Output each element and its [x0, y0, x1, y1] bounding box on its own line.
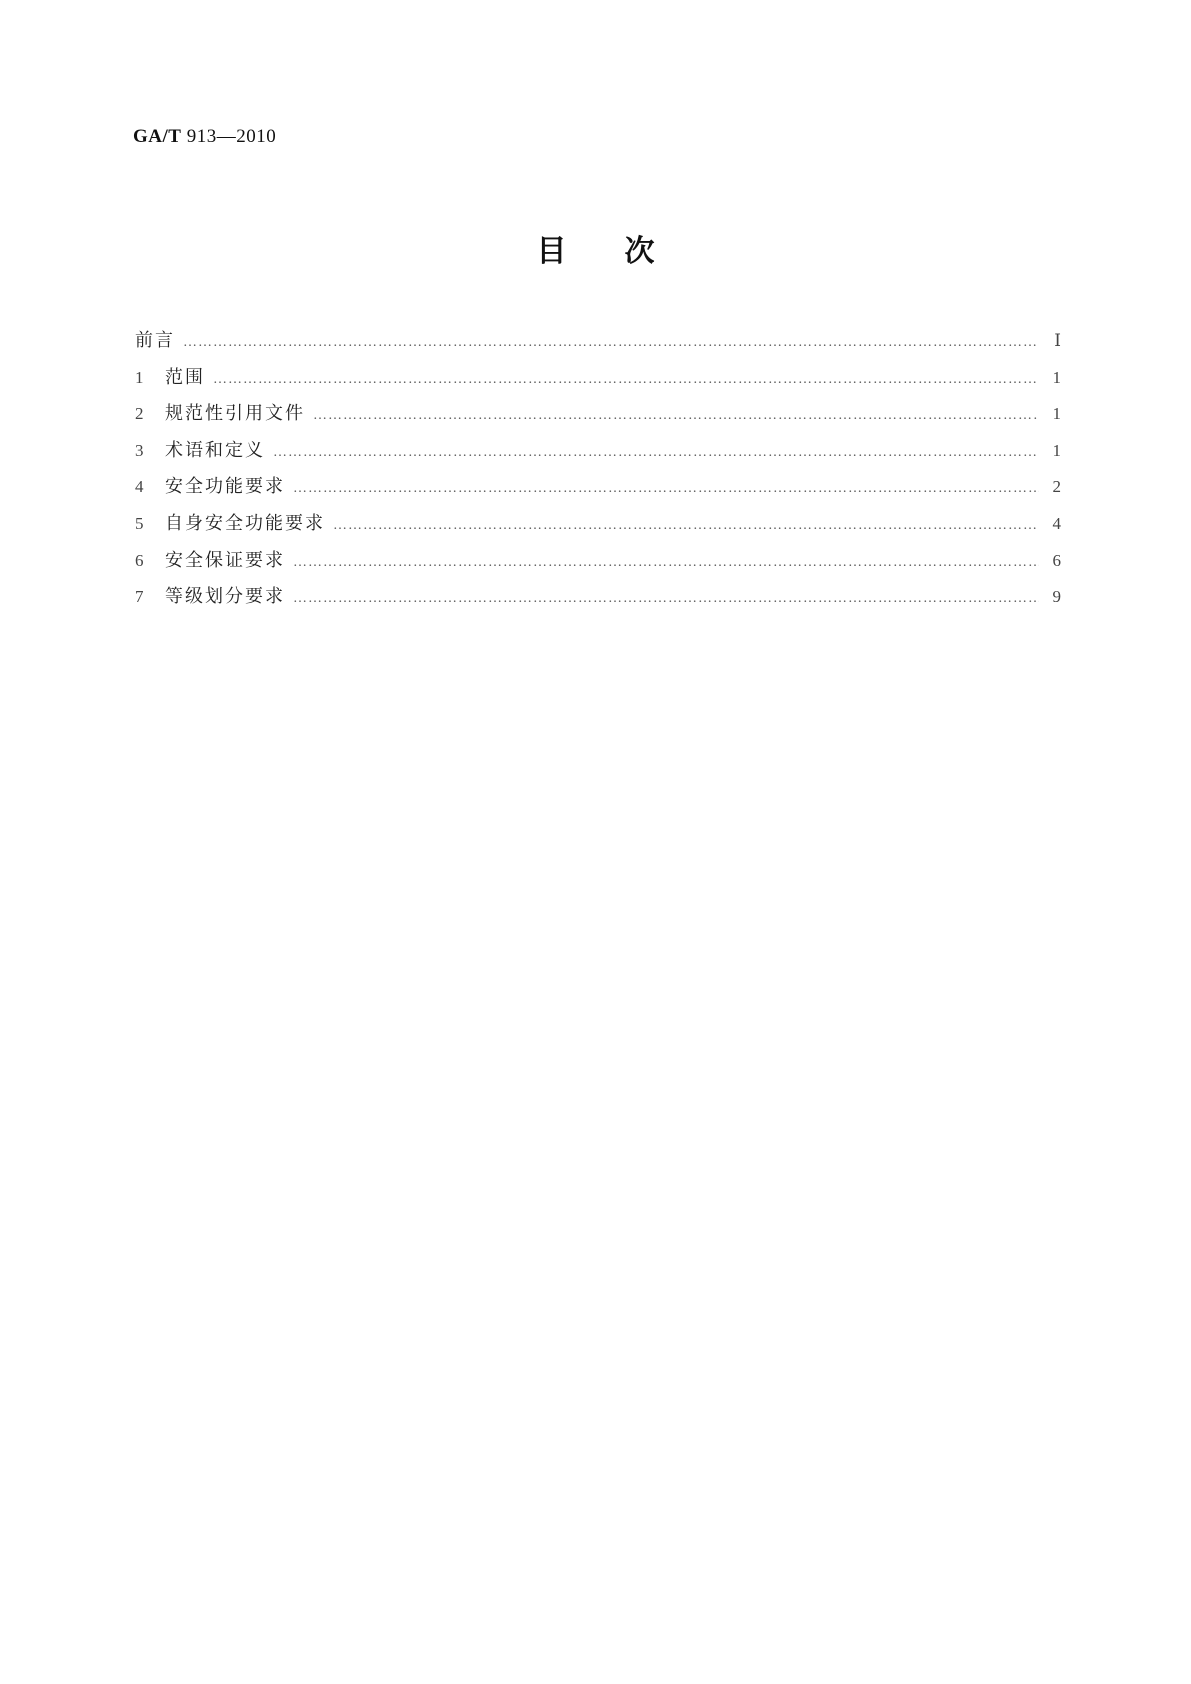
table-of-contents	[135, 326, 1061, 619]
toc-entry-grade-classification[interactable]	[135, 582, 1061, 619]
dot-leader	[313, 408, 1039, 424]
dot-leader	[293, 555, 1039, 571]
toc-entry-page: 2	[1052, 477, 1061, 497]
dot-leader	[333, 518, 1039, 534]
dot-leader	[293, 591, 1039, 607]
toc-entry-security-assurance[interactable]	[135, 546, 1061, 583]
toc-entry-label: 安全保证要求	[165, 549, 285, 571]
toc-entry-label: 前言	[135, 330, 175, 351]
toc-entry-page: Ⅰ	[1054, 331, 1061, 350]
dot-leader	[183, 335, 1039, 351]
toc-entry-terms-definitions[interactable]	[135, 436, 1061, 473]
toc-entry-number: 5	[135, 513, 144, 533]
dot-leader	[293, 481, 1039, 497]
toc-entry-number: 2	[135, 404, 144, 424]
toc-entry-label: 安全功能要求	[165, 476, 285, 498]
toc-entry-security-function[interactable]	[135, 472, 1061, 509]
toc-entry-normative-references[interactable]	[135, 399, 1061, 436]
toc-entry-number: 6	[135, 550, 144, 570]
toc-entry-label: 自身安全功能要求	[165, 512, 325, 534]
toc-entry-page: 4	[1052, 513, 1061, 533]
toc-entry-label: 规范性引用文件	[165, 403, 305, 425]
toc-entry-preface[interactable]	[135, 326, 1061, 363]
toc-entry-number: 4	[135, 477, 144, 497]
dot-leader	[273, 445, 1039, 461]
toc-entry-number: 1	[135, 367, 144, 387]
toc-entry-label: 范围	[165, 366, 205, 388]
dot-leader	[213, 372, 1039, 388]
toc-entry-number: 7	[135, 587, 144, 607]
standard-number: 913—2010	[186, 126, 277, 147]
toc-entry-scope[interactable]	[135, 363, 1061, 400]
toc-entry-page: 1	[1052, 367, 1061, 387]
standard-code	[133, 126, 276, 148]
toc-entry-label: 术语和定义	[165, 439, 265, 461]
toc-entry-self-security[interactable]	[135, 509, 1061, 546]
toc-entry-label: 等级划分要求	[165, 586, 285, 608]
toc-entry-page: 1	[1052, 404, 1061, 424]
page-title: 目次	[536, 234, 713, 269]
toc-entry-number: 3	[135, 440, 144, 460]
toc-entry-page: 9	[1052, 587, 1061, 607]
standard-prefix: GA/T	[133, 126, 182, 147]
toc-entry-page: 6	[1052, 550, 1061, 570]
toc-entry-page: 1	[1052, 440, 1061, 460]
